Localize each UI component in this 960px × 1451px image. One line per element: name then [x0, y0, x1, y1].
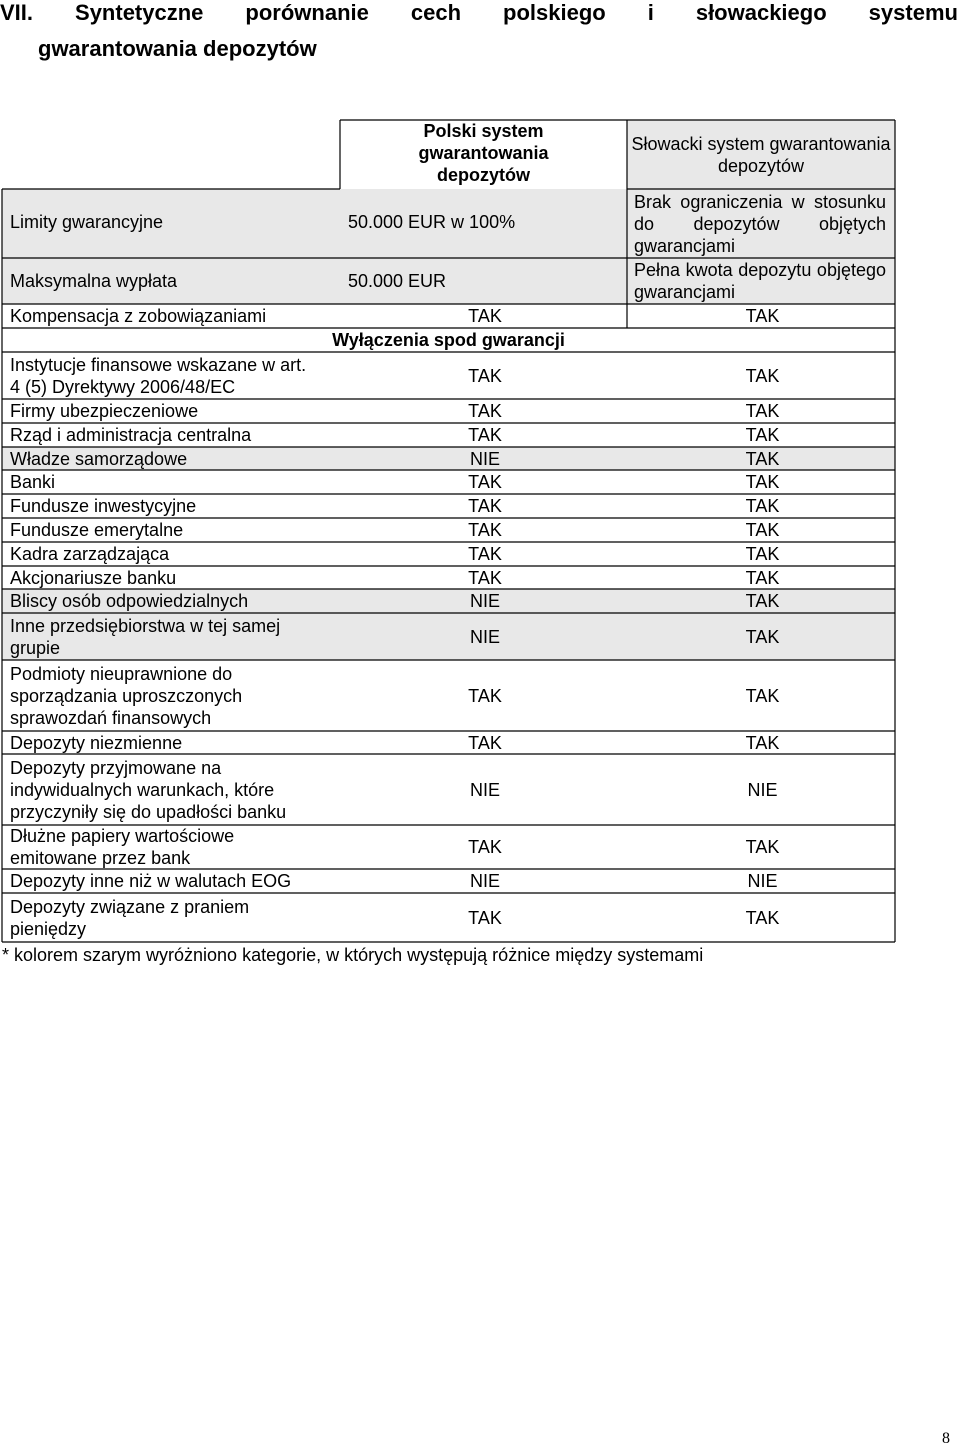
slovak-value	[630, 447, 895, 470]
polish-value-text: TAK	[468, 365, 502, 386]
heading-word: polskiego	[503, 0, 606, 25]
row-label-text: Instytucje finansowe wskazane w art. 4 (5) Dyrektywy 2006/48/EC	[10, 354, 307, 397]
row-label-text: Podmioty nieuprawnione do sporządzania uproszczonych sprawozdań finansowych	[10, 663, 243, 728]
row-label	[2, 893, 317, 942]
slovak-value-text: TAK	[745, 685, 780, 706]
heading-word: cech	[410, 0, 462, 25]
polish-value	[340, 447, 630, 470]
polish-value	[340, 352, 630, 399]
row-label-text: Dłużne papiery wartościowe emitowane przez bank	[10, 826, 235, 868]
polish-value	[340, 893, 630, 942]
polish-value-text: TAK	[468, 685, 502, 706]
polish-value-text: NIE	[469, 871, 500, 891]
row-label	[2, 731, 317, 754]
polish-value-text: TAK	[468, 520, 502, 540]
polish-value	[340, 423, 630, 447]
heading-word: systemu	[868, 0, 958, 25]
polish-value-text: NIE	[469, 779, 500, 800]
polish-value-text: TAK	[468, 425, 502, 445]
row-label-text: Firmy ubezpieczeniowe	[10, 401, 199, 421]
row-label-text: Limity gwarancyjne	[10, 212, 164, 232]
polish-value	[340, 660, 630, 731]
row-label	[2, 542, 317, 566]
slovak-value	[630, 304, 895, 328]
polish-value-text: TAK	[468, 907, 502, 928]
slovak-value-text: NIE	[747, 871, 778, 891]
polish-value	[340, 613, 630, 660]
slovak-value-text: TAK	[745, 306, 780, 326]
polish-value-text: TAK	[468, 306, 502, 326]
row-label-text: Depozyty przyjmowane na indywidualnych warunkach, które przyczyniły się do upadłości banku	[10, 757, 287, 822]
row-label-text: Fundusze emerytalne	[10, 520, 184, 540]
polish-value	[340, 731, 630, 754]
polish-value	[340, 494, 630, 518]
polish-value	[340, 754, 630, 825]
polish-value	[340, 470, 630, 494]
polish-value	[340, 258, 547, 304]
polish-value	[340, 304, 630, 328]
heading-word: VII.	[0, 0, 34, 25]
polish-value-text: TAK	[468, 732, 502, 753]
row-label-text: Fundusze inwestycyjne	[10, 496, 197, 516]
heading-word: słowackiego	[695, 0, 827, 25]
row-label	[2, 566, 317, 589]
row-label	[2, 211, 332, 233]
slovak-value	[630, 542, 895, 566]
slovak-value-text: TAK	[745, 448, 780, 469]
slovak-value-text: TAK	[745, 732, 780, 753]
polish-value	[340, 825, 630, 869]
row-label	[2, 304, 322, 328]
row-label	[2, 869, 317, 893]
slovak-value	[630, 423, 895, 447]
heading-word: porównanie	[245, 0, 369, 25]
slovak-value	[630, 399, 895, 423]
row-label	[2, 825, 317, 869]
row-label	[2, 660, 317, 731]
row-label-text: Depozyty inne niż w walutach EOG	[10, 871, 292, 891]
slovak-value	[630, 660, 895, 731]
polish-value-text: TAK	[468, 496, 502, 516]
polish-value-text: TAK	[468, 472, 502, 492]
slovak-value-text: TAK	[745, 567, 780, 588]
slovak-value-text: TAK	[745, 496, 780, 516]
column-header-slovak	[627, 120, 895, 189]
slovak-value	[630, 731, 895, 754]
polish-value	[340, 211, 547, 233]
row-label	[2, 399, 317, 423]
slovak-value-text: TAK	[745, 365, 780, 386]
slovak-value	[630, 352, 895, 399]
row-label	[2, 754, 317, 825]
column-header-polish-text: Polski system gwarantowania depozytów	[418, 121, 549, 185]
footnote: * kolorem szarym wyróżniono kategorie, w których występują różnice między systemami	[2, 945, 704, 965]
slovak-value-text: Brak ograniczenia w stosunku do depozytów objętych gwarancjami	[634, 191, 886, 256]
slovak-value	[630, 825, 895, 869]
section-heading-line2: gwarantowania depozytów	[38, 36, 317, 61]
row-label-text: Maksymalna wypłata	[10, 271, 178, 291]
heading-word: i	[647, 0, 654, 25]
row-label-text: Banki	[10, 472, 56, 492]
slovak-value	[630, 754, 895, 825]
row-label-text: Akcjonariusze banku	[10, 567, 177, 588]
slovak-value	[630, 613, 895, 660]
slovak-value	[630, 494, 895, 518]
row-label-text: Kompensacja z zobowiązaniami	[10, 306, 267, 326]
polish-value-text: NIE	[469, 591, 500, 611]
slovak-value	[630, 589, 895, 613]
slovak-value	[630, 893, 895, 942]
slovak-value	[630, 470, 895, 494]
slovak-value-text: NIE	[747, 779, 778, 800]
column-header-slovak-text: Słowacki system gwarantowania depozytów	[631, 133, 891, 176]
row-label-text: Depozyty związane z praniem pieniędzy	[10, 896, 250, 939]
slovak-value	[630, 869, 895, 893]
row-label	[2, 423, 317, 447]
slovak-value-text: TAK	[745, 520, 780, 540]
slovak-value	[627, 189, 895, 258]
slovak-value	[630, 518, 895, 542]
slovak-value-text: TAK	[745, 907, 780, 928]
row-label-text: Inne przedsiębiorstwa w tej samej grupie	[10, 615, 281, 658]
polish-value	[340, 589, 630, 613]
polish-value-text: TAK	[468, 837, 502, 857]
polish-value	[340, 566, 630, 589]
slovak-value-text: TAK	[745, 472, 780, 492]
row-label	[2, 470, 317, 494]
slovak-value	[627, 258, 895, 304]
row-label	[2, 352, 317, 399]
polish-value	[340, 542, 630, 566]
slovak-value-text: TAK	[745, 425, 780, 445]
row-label	[2, 589, 317, 613]
exclusions-heading	[2, 328, 895, 352]
polish-value-text: 50.000 EUR	[348, 271, 447, 291]
slovak-value-text: TAK	[745, 837, 780, 857]
row-label-text: Bliscy osób odpowiedzialnych	[10, 591, 249, 611]
slovak-value-text: TAK	[745, 544, 780, 564]
polish-value-text: NIE	[469, 448, 500, 469]
polish-value	[340, 399, 630, 423]
polish-value-text: NIE	[469, 626, 500, 647]
polish-value-text: TAK	[468, 544, 502, 564]
polish-value-text: TAK	[468, 567, 502, 588]
polish-value	[340, 869, 630, 893]
polish-value-text: 50.000 EUR w 100%	[348, 212, 516, 232]
heading-word: Syntetyczne	[75, 0, 204, 25]
polish-value	[340, 518, 630, 542]
row-label-text: Depozyty niezmienne	[10, 732, 183, 753]
polish-value-text: TAK	[468, 401, 502, 421]
column-header-polish	[340, 120, 627, 189]
row-label	[2, 494, 317, 518]
slovak-value-text: Pełna kwota depozytu objętego gwarancjami	[634, 260, 886, 302]
row-label	[2, 613, 317, 660]
exclusions-heading-text: Wyłączenia spod gwarancji	[332, 330, 565, 350]
row-label	[2, 447, 317, 470]
slovak-value-text: TAK	[745, 591, 780, 611]
slovak-value-text: TAK	[745, 626, 780, 647]
row-label-text: Kadra zarządzająca	[10, 544, 170, 564]
slovak-value	[630, 566, 895, 589]
row-label-text: Władze samorządowe	[10, 448, 188, 469]
row-label-text: Rząd i administracja centralna	[10, 425, 252, 445]
row-label	[2, 518, 317, 542]
row-label	[2, 258, 332, 304]
page-number: 8	[942, 1430, 950, 1447]
slovak-value-text: TAK	[745, 401, 780, 421]
